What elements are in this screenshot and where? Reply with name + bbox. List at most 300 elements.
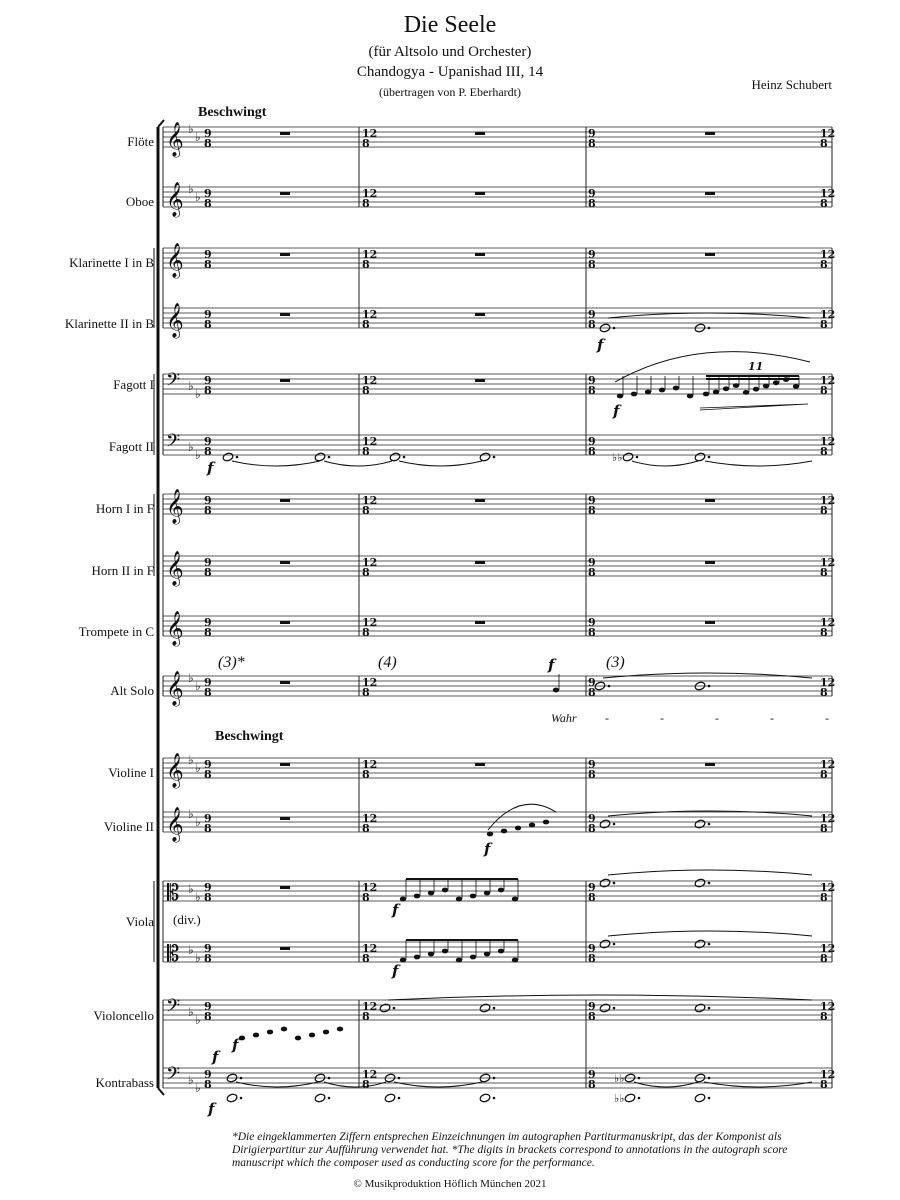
time-signature-denominator: 8 (588, 384, 596, 397)
flat-icon: ♭ (188, 440, 194, 454)
instrument-label-fagott-1: Fagott I (113, 377, 154, 392)
time-signature-numerator: 9 (588, 556, 596, 569)
flat-icon: ♭ (188, 807, 194, 821)
viola-divisi-label: (div.) (173, 912, 201, 927)
half-note (379, 1003, 391, 1013)
treble-clef-icon: 𝄞 (166, 182, 184, 217)
half-note (694, 878, 706, 888)
time-signature-numerator: 9 (588, 1000, 596, 1013)
augmentation-dot (493, 456, 496, 459)
forte-dynamic: f (548, 656, 555, 674)
time-signature-denominator: 8 (588, 891, 596, 904)
alto-clef-icon: 𝄡 (167, 942, 180, 967)
forte-dynamic: f (597, 336, 604, 354)
treble-clef-icon: 𝄞 (166, 671, 184, 706)
time-signature-numerator: 12 (362, 556, 378, 569)
note-head (543, 820, 549, 825)
augmentation-dot (708, 823, 711, 826)
time-signature-denominator: 8 (204, 384, 212, 397)
augmentation-dot (708, 943, 711, 946)
instrument-label-trompete: Trompete in C (78, 624, 154, 639)
half-note (694, 1093, 706, 1103)
lyric-hyphens: - - - - - (605, 711, 835, 725)
whole-rest (475, 132, 485, 135)
alto-clef-icon: 𝄡 (167, 881, 180, 906)
time-signature-numerator: 9 (204, 616, 212, 629)
note-head (645, 390, 651, 395)
augmentation-dot (493, 1007, 496, 1010)
flat-icon: ♭ (195, 130, 201, 144)
text-source: Chandogya - Upanishad III, 14 (356, 64, 544, 80)
time-signature-numerator: 12 (362, 127, 378, 140)
note-head (773, 380, 779, 385)
time-signature-denominator: 8 (362, 318, 370, 331)
whole-rest (280, 132, 290, 135)
time-signature-denominator: 8 (588, 686, 596, 699)
tie (705, 461, 812, 466)
half-note (222, 452, 234, 462)
time-signature-numerator: 9 (204, 676, 212, 689)
flat-icon: ♭ (195, 679, 201, 693)
time-signature-numerator: 12 (820, 494, 836, 507)
whole-rest (280, 817, 290, 820)
music-notation (206, 132, 812, 1118)
time-signature-denominator: 8 (204, 445, 212, 458)
treble-clef-icon: 𝄞 (166, 551, 184, 586)
augmentation-dot (708, 1097, 711, 1100)
staff-lines (154, 120, 835, 1095)
time-signature-denominator: 8 (588, 137, 596, 150)
augmentation-dot (708, 882, 711, 885)
augmentation-dot (240, 1097, 243, 1100)
time-signature-numerator: 9 (588, 187, 596, 200)
translator-credit: (übertragen von P. Eberhardt) (379, 85, 521, 99)
time-signature-denominator: 8 (588, 1010, 596, 1023)
tie (608, 313, 810, 318)
forte-dynamic: f (232, 1036, 239, 1054)
time-signature-denominator: 8 (204, 822, 212, 835)
section-number-1: (3)* (218, 654, 245, 671)
time-signature-denominator: 8 (362, 891, 370, 904)
time-signature-denominator: 8 (204, 137, 212, 150)
time-signature-numerator: 9 (204, 556, 212, 569)
whole-rest (475, 499, 485, 502)
treble-clef-icon: 𝄞 (166, 753, 184, 788)
time-signature-denominator: 8 (820, 686, 828, 699)
augmentation-dot (636, 456, 639, 459)
whole-rest (705, 621, 715, 624)
whole-rest (705, 253, 715, 256)
flat-icon: ♭ (195, 1081, 201, 1095)
note-head (631, 392, 637, 397)
augmentation-dot (608, 685, 611, 688)
flat-icon: ♭ (188, 122, 194, 136)
time-signature-numerator: 9 (588, 758, 596, 771)
time-signature-denominator: 8 (204, 197, 212, 210)
tie (603, 673, 812, 678)
note-head (239, 1036, 245, 1041)
half-note (314, 452, 326, 462)
whole-rest (475, 313, 485, 316)
whole-rest (705, 132, 715, 135)
time-signature-denominator: 8 (588, 258, 596, 271)
time-signature-numerator: 12 (820, 374, 836, 387)
time-signature-denominator: 8 (204, 258, 212, 271)
tuplet-number: 11 (748, 360, 764, 373)
instrument-label-fagott-2: Fagott II (108, 439, 154, 454)
time-signature-denominator: 8 (820, 952, 828, 965)
note-head (487, 832, 493, 837)
time-signature-numerator: 12 (362, 616, 378, 629)
whole-rest (280, 621, 290, 624)
time-signature-denominator: 8 (820, 626, 828, 639)
bass-clef-icon: 𝄢 (166, 996, 181, 1021)
note-head (687, 394, 693, 399)
flat-icon: ♭ (188, 943, 194, 957)
time-signature-denominator: 8 (362, 258, 370, 271)
time-signature-denominator: 8 (588, 318, 596, 331)
augmentation-dot (493, 1097, 496, 1100)
half-note (694, 1003, 706, 1013)
note-head (253, 1033, 259, 1038)
flat-icon: ♭ (188, 671, 194, 685)
time-signature-numerator: 9 (588, 374, 596, 387)
note-head (428, 952, 434, 957)
time-signature-numerator: 12 (362, 374, 378, 387)
time-signature-numerator: 9 (204, 374, 212, 387)
whole-rest (475, 763, 485, 766)
note-head (553, 688, 559, 693)
whole-rest (280, 886, 290, 889)
whole-rest (280, 253, 290, 256)
time-signature-numerator: 9 (204, 758, 212, 771)
tie (388, 995, 812, 1000)
note-head (703, 392, 709, 397)
augmentation-dot (393, 1007, 396, 1010)
half-note (599, 939, 611, 949)
time-signature-denominator: 8 (204, 318, 212, 331)
tie (632, 461, 698, 466)
half-note (694, 939, 706, 949)
flat-icon: ♭ (188, 379, 194, 393)
note-head (309, 1033, 315, 1038)
note-head (470, 955, 476, 960)
whole-rest (705, 561, 715, 564)
half-note (479, 452, 491, 462)
augmentation-dot (638, 1097, 641, 1100)
time-signature-numerator: 9 (204, 1068, 212, 1081)
time-signature-denominator: 8 (362, 384, 370, 397)
time-signature-numerator: 12 (362, 187, 378, 200)
time-signature-numerator: 9 (204, 248, 212, 261)
instrument-label-klarinette-1: Klarinette I in B (69, 255, 154, 270)
note-head (456, 897, 462, 902)
note-head (529, 823, 535, 828)
section-number-3: (3) (606, 654, 625, 671)
time-signature-numerator: 12 (362, 1068, 378, 1081)
subtitle: (für Altsolo und Orchester) (368, 44, 532, 60)
bracket-hook-bottom (158, 1088, 164, 1095)
whole-rest (705, 499, 715, 502)
note-head (323, 1030, 329, 1035)
whole-rest (475, 621, 485, 624)
instrument-label-violoncello: Violoncello (93, 1008, 154, 1023)
instrument-label-horn-1: Horn I in F (95, 501, 154, 516)
time-signature-denominator: 8 (820, 891, 828, 904)
augmentation-dot (398, 1097, 401, 1100)
bass-clef-icon: 𝄢 (166, 370, 181, 395)
instrument-label-violine-2: Violine II (103, 819, 154, 834)
flat-icon: ♭ (195, 190, 201, 204)
whole-rest (705, 192, 715, 195)
time-signature-numerator: 9 (204, 127, 212, 140)
time-signature-denominator: 8 (820, 1078, 828, 1091)
time-signature-denominator: 8 (362, 137, 370, 150)
time-signature-numerator: 12 (820, 1068, 836, 1081)
note-head (484, 891, 490, 896)
whole-rest (280, 313, 290, 316)
bracket-hook-top (158, 120, 164, 127)
half-note (694, 819, 706, 829)
time-signature-numerator: 9 (204, 1000, 212, 1013)
time-signature-numerator: 12 (820, 248, 836, 261)
whole-rest (280, 379, 290, 382)
time-signature-numerator: 9 (588, 881, 596, 894)
time-signature-numerator: 9 (588, 812, 596, 825)
time-signature-denominator: 8 (362, 626, 370, 639)
time-signature-denominator: 8 (820, 768, 828, 781)
time-signature-numerator: 12 (820, 556, 836, 569)
note-head (281, 1027, 287, 1032)
time-signature-numerator: 9 (204, 187, 212, 200)
time-signature-numerator: 12 (362, 308, 378, 321)
flat-icon: ♭ (195, 890, 201, 904)
augmentation-dot (613, 327, 616, 330)
note-head (743, 390, 749, 395)
time-signature-numerator: 12 (362, 248, 378, 261)
time-signature-numerator: 12 (362, 881, 378, 894)
half-note (389, 452, 401, 462)
page-title: Die Seele (403, 12, 497, 38)
slur (615, 352, 810, 382)
time-signature-denominator: 8 (820, 318, 828, 331)
forte-dynamic: f (392, 962, 399, 980)
flat-icon: ♭ (195, 448, 201, 462)
flat-icon: ♭ (188, 182, 194, 196)
time-signature-denominator: 8 (204, 891, 212, 904)
instrument-label-horn-2: Horn II in F (91, 563, 154, 578)
treble-clef-icon: 𝄞 (166, 807, 184, 842)
time-signature-denominator: 8 (362, 822, 370, 835)
bass-clef-icon: 𝄢 (166, 1064, 181, 1089)
time-signature-numerator: 12 (362, 758, 378, 771)
augmentation-dot (328, 1077, 331, 1080)
time-signature-denominator: 8 (362, 1078, 370, 1091)
time-signature-numerator: 9 (588, 616, 596, 629)
forte-dynamic: f (484, 840, 491, 858)
note-head (723, 386, 729, 391)
time-signature-denominator: 8 (362, 1010, 370, 1023)
time-signature-numerator: 9 (204, 942, 212, 955)
note-head (267, 1030, 273, 1035)
time-signature-numerator: 12 (820, 676, 836, 689)
tie (232, 461, 320, 466)
flat-icon: ♭ (195, 387, 201, 401)
note-head (484, 952, 490, 957)
time-signature-numerator: 12 (820, 435, 836, 448)
time-signature-numerator: 12 (820, 881, 836, 894)
augmentation-dot (613, 943, 616, 946)
time-signature-numerator: 9 (588, 127, 596, 140)
note-head (501, 829, 507, 834)
time-signature-numerator: 12 (362, 942, 378, 955)
note-head (414, 894, 420, 899)
time-signature-denominator: 8 (362, 686, 370, 699)
half-note (226, 1093, 238, 1103)
time-signature-denominator: 8 (820, 822, 828, 835)
time-signature-numerator: 9 (588, 942, 596, 955)
augmentation-dot (708, 1077, 711, 1080)
whole-rest (475, 379, 485, 382)
augmentation-dot (328, 1097, 331, 1100)
time-signature-numerator: 12 (820, 127, 836, 140)
time-signature-denominator: 8 (204, 686, 212, 699)
flat-icon: ♭ (195, 815, 201, 829)
whole-rest (280, 681, 290, 684)
note-head (456, 958, 462, 963)
treble-clef-icon: 𝄞 (166, 303, 184, 338)
whole-rest (475, 253, 485, 256)
time-signature-denominator: 8 (362, 952, 370, 965)
half-note (599, 819, 611, 829)
time-signature-denominator: 8 (588, 768, 596, 781)
time-signature-denominator: 8 (362, 445, 370, 458)
flat-icon: ♭ (195, 761, 201, 775)
half-note (599, 1003, 611, 1013)
time-signature-numerator: 12 (362, 494, 378, 507)
note-head (498, 949, 504, 954)
note-head (753, 387, 759, 392)
note-head (733, 383, 739, 388)
time-signature-denominator: 8 (820, 1010, 828, 1023)
tempo-marking-strings: Beschwingt (215, 729, 284, 744)
note-head (337, 1027, 343, 1032)
forte-dynamic: f (208, 1100, 215, 1118)
treble-clef-icon: 𝄞 (166, 611, 184, 646)
flat-icon: ♭ (188, 753, 194, 767)
time-signature-denominator: 8 (588, 1078, 596, 1091)
augmentation-dot (708, 456, 711, 459)
note-head (414, 955, 420, 960)
augmentation-dot (708, 1007, 711, 1010)
note-head (673, 386, 679, 391)
time-signature-denominator: 8 (362, 566, 370, 579)
note-head (515, 826, 521, 831)
whole-rest (280, 763, 290, 766)
time-signature-denominator: 8 (588, 504, 596, 517)
whole-rest (280, 192, 290, 195)
whole-rest (705, 763, 715, 766)
tie (608, 870, 812, 875)
note-head (295, 1036, 301, 1041)
augmentation-dot (708, 685, 711, 688)
forte-dynamic: f (207, 459, 214, 477)
time-signature-denominator: 8 (204, 626, 212, 639)
time-signature-numerator: 12 (362, 676, 378, 689)
forte-dynamic: f (392, 901, 399, 919)
augmentation-dot (613, 882, 616, 885)
time-signature-numerator: 9 (588, 676, 596, 689)
treble-clef-icon: 𝄞 (166, 489, 184, 524)
time-signature-denominator: 8 (588, 197, 596, 210)
note-head (793, 384, 799, 389)
time-signature-numerator: 9 (588, 435, 596, 448)
note-head (442, 949, 448, 954)
time-signature-denominator: 8 (820, 445, 828, 458)
double-flat-icon: ♭♭ (614, 1072, 625, 1085)
time-signature-denominator: 8 (820, 258, 828, 271)
time-signature-numerator: 12 (820, 616, 836, 629)
augmentation-dot (708, 327, 711, 330)
time-signature-denominator: 8 (362, 504, 370, 517)
time-signature-numerator: 12 (362, 812, 378, 825)
time-signature-numerator: 9 (588, 248, 596, 261)
half-note (479, 1003, 491, 1013)
whole-rest (475, 192, 485, 195)
time-signature-denominator: 8 (820, 197, 828, 210)
whole-rest (280, 561, 290, 564)
note-head (442, 888, 448, 893)
time-signature-denominator: 8 (204, 504, 212, 517)
augmentation-dot (613, 823, 616, 826)
flat-icon: ♭ (188, 1005, 194, 1019)
treble-clef-icon: 𝄞 (166, 243, 184, 278)
augmentation-dot (403, 456, 406, 459)
time-signature-numerator: 12 (820, 942, 836, 955)
flat-icon: ♭ (188, 882, 194, 896)
whole-rest (280, 947, 290, 950)
time-signature-numerator: 9 (588, 494, 596, 507)
flat-icon: ♭ (195, 951, 201, 965)
whole-rest (280, 499, 290, 502)
treble-clef-icon: 𝄞 (166, 122, 184, 157)
composer-name: Heinz Schubert (751, 77, 832, 92)
time-signature-numerator: 12 (820, 308, 836, 321)
instrument-label-violine-1: Violine I (108, 765, 154, 780)
tie (608, 931, 812, 936)
instrument-label-floete: Flöte (127, 134, 154, 149)
time-signature-numerator: 9 (204, 881, 212, 894)
note-head (512, 958, 518, 963)
time-signature-denominator: 8 (588, 566, 596, 579)
time-signature-denominator: 8 (588, 822, 596, 835)
time-signature-numerator: 12 (820, 1000, 836, 1013)
time-signature-numerator: 9 (204, 812, 212, 825)
time-signature-denominator: 8 (204, 1078, 212, 1091)
instrument-label-viola: Viola (125, 914, 154, 929)
time-signature-numerator: 12 (362, 1000, 378, 1013)
note-head (659, 388, 665, 393)
double-flat-icon: ♭♭ (614, 1092, 625, 1105)
bass-clef-icon: 𝄢 (166, 431, 181, 456)
time-signature-denominator: 8 (588, 626, 596, 639)
crescendo-hairpin (700, 404, 808, 410)
footnote: *Die eingeklammerten Ziffern entsprechen Einzeichnungen im autographen Partiturmanuskript, das der Komponist als Dirigierpartitur zur Aufführung verwendet hat. *The digits in brackets correspond to annotations in the autograph score manuscript which the composer used as conducting score for the performance. (232, 1131, 788, 1169)
note-head (498, 888, 504, 893)
augmentation-dot (613, 1007, 616, 1010)
time-signature-denominator: 8 (820, 384, 828, 397)
time-signature-numerator: 12 (362, 435, 378, 448)
